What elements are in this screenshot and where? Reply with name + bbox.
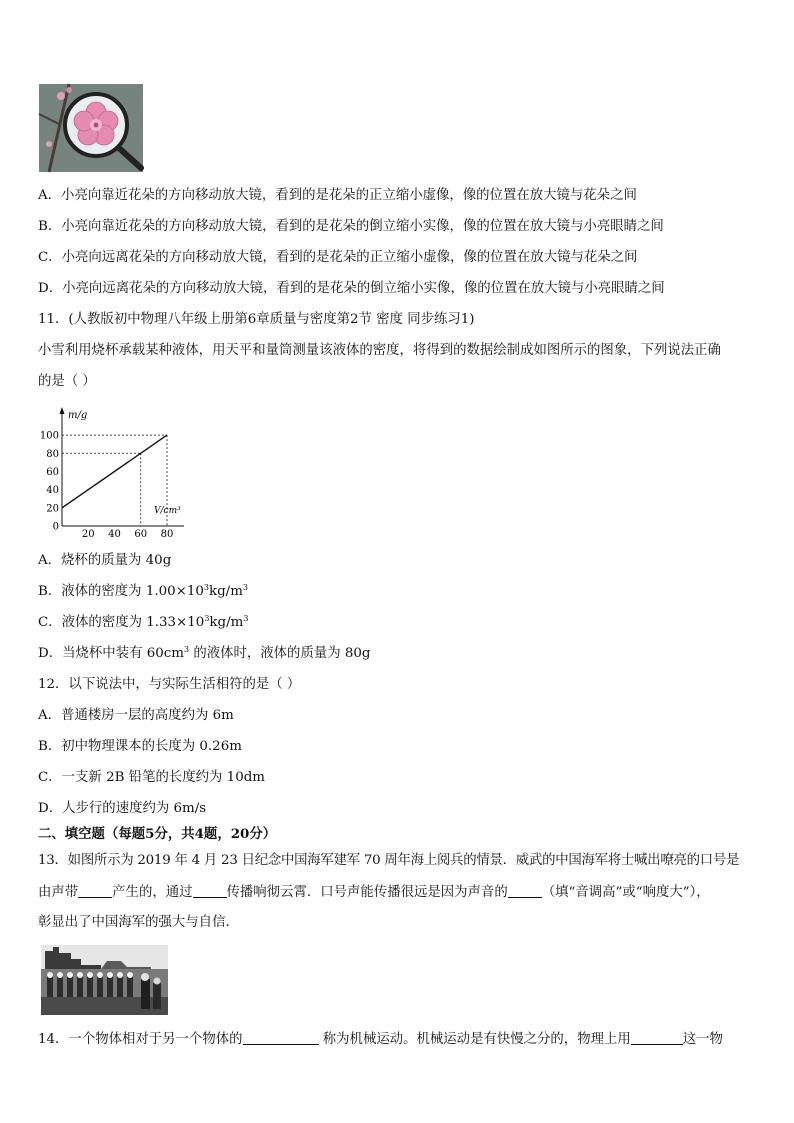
- q12-option-b: B．初中物理课本的长度为 0.26m: [38, 739, 242, 754]
- answer-blank-1[interactable]: [78, 883, 112, 898]
- q12-option-a: A．普通楼房一层的高度约为 6m: [38, 708, 234, 723]
- q10-option-a: A．小亮向靠近花朵的方向移动放大镜，看到的是花朵的正立缩小虚像，像的位置在放大镜与花朵之间: [38, 188, 637, 203]
- y-tick-label: 100: [39, 430, 59, 442]
- q14-line1: 14．一个物体相对于另一个物体的 称为机械运动。机械运动是有快慢之分的，物理上用 这一物: [38, 1032, 723, 1047]
- answer-blank-4[interactable]: [243, 1030, 319, 1045]
- q13-line2: 由声带 产生的，通过 传播响彻云霄．口号声能传播很远是因为声音的 （填“音调高”或“响度大”），: [38, 885, 710, 900]
- y-axis-arrow: [60, 407, 65, 414]
- q11-option-c: C．液体的密度为 $1.33\times 10^3kg/m^3$: [38, 614, 249, 630]
- y-tick-label: 0: [52, 521, 59, 533]
- mass-volume-line: [62, 435, 167, 508]
- answer-blank-5[interactable]: [631, 1030, 683, 1045]
- x-tick-label: 20: [81, 529, 95, 540]
- y-tick-label: 60: [46, 466, 59, 478]
- section-heading-fill-in: 二、填空题（每题5分，共4题，20分）: [38, 826, 277, 842]
- q11-option-d: D．当烧杯中装有 $60cm^3$ 的液体时，液体的质量为 80g: [38, 645, 371, 661]
- q11-source: 11．(人教版初中物理八年级上册第6章质量与密度第2节 密度 同步练习1): [38, 312, 475, 327]
- q12-option-c: C．一支新 2B 铅笔的长度约为 10dm: [38, 770, 265, 785]
- q13-line3: 彰显出了中国海军的强大与自信．: [38, 915, 239, 930]
- q11-stem-line1: 小雪利用烧杯承载某种液体，用天平和量筒测量该液体的密度，将得到的数据绘制成如图所示的图象，下列说法正确: [38, 343, 721, 358]
- x-tick-label: 80: [160, 529, 174, 540]
- q10-option-c: C．小亮向远离花朵的方向移动放大镜，看到的是花朵的正立缩小虚像，像的位置在放大镜与花朵之间: [38, 250, 638, 265]
- q11-stem-line2: 的是（ ）: [38, 374, 96, 389]
- q10-option-b: B．小亮向靠近花朵的方向移动放大镜，看到的是花朵的倒立缩小实像，像的位置在放大镜与小亮眼睛之间: [38, 219, 664, 234]
- q11-option-b: B．液体的密度为 $1.00\times 10^3kg/m^3$: [38, 583, 248, 599]
- flower-magnifier-image: [39, 84, 143, 172]
- y-axis-label: m/g: [68, 410, 88, 421]
- y-tick-label: 40: [46, 485, 59, 497]
- q12-option-d: D．人步行的速度约为 6m/s: [38, 801, 207, 816]
- y-tick-label: 20: [46, 503, 59, 515]
- x-tick-label: 60: [134, 529, 148, 540]
- mass-volume-chart: [39, 406, 190, 540]
- q12-stem: 12．以下说法中，与实际生活相符的是（ ）: [38, 677, 301, 692]
- answer-blank-3[interactable]: [508, 883, 542, 898]
- y-tick-label: 80: [46, 448, 59, 460]
- q13-line1: 13．如图所示为 2019 年 4 月 23 日纪念中国海军建军 70 周年海上阅兵的情景．威武的中国海军将士喊出嘹亮的口号是: [38, 853, 740, 868]
- q10-option-d: D．小亮向远离花朵的方向移动放大镜，看到的是花朵的倒立缩小实像，像的位置在放大镜与小亮眼睛之间: [38, 281, 665, 296]
- naval-parade-photo: [41, 945, 168, 1015]
- q11-option-a: A．烧杯的质量为 40g: [38, 553, 172, 568]
- answer-blank-2[interactable]: [193, 883, 227, 898]
- x-axis-label: V/cm³: [154, 506, 181, 516]
- x-tick-label: 40: [108, 529, 121, 540]
